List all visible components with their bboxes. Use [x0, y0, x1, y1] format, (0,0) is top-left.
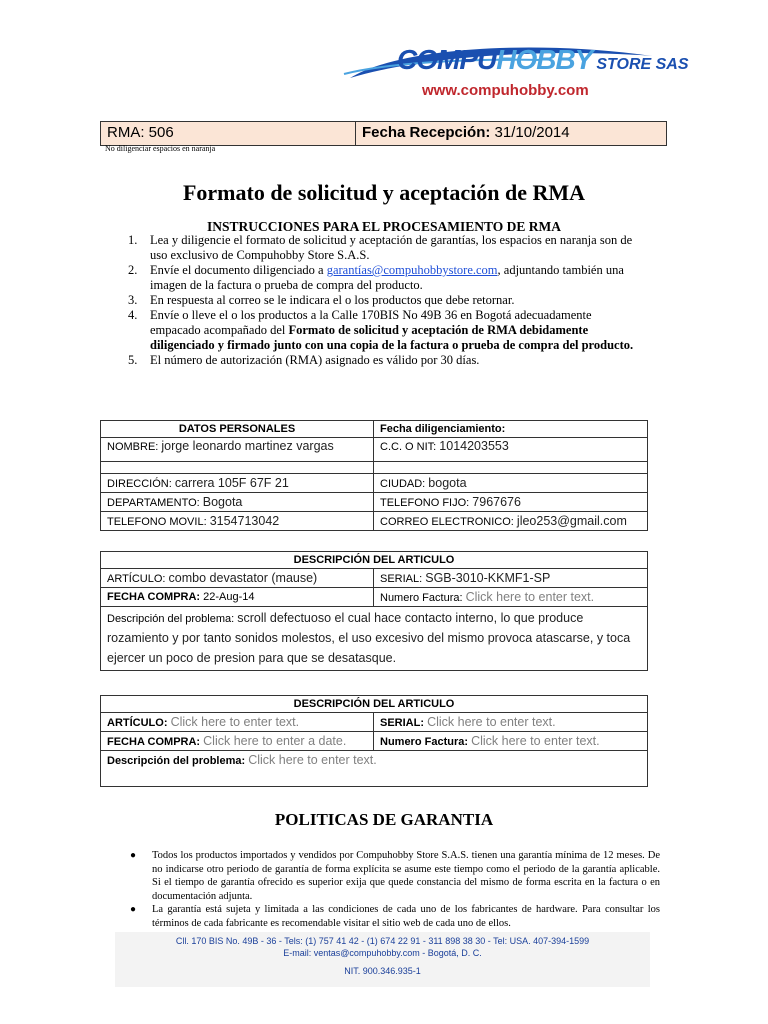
policy-text: Todos los productos importados y vendidos por Compuhobby Store S.A.S. tienen una garantía mínima de 12 meses. De no indicarse otro periodo de garantía de forma explícita se asume este tiempo como el periodo de la garantía aplicable. Si el tiempo de garantía ofrecido es superior exija que quede constancia del mismo de forma escrita en la factura o en documentación adjunta. [152, 850, 660, 902]
policy-item: ● Todos los productos importados y vendidos por Compuhobby Store S.A.S. tienen una garantía mínima de 12 meses. De no indicarse otro periodo de garantía de forma explícita se asume este tiempo como el periodo de la garantía aplicable. Si el tiempo de garantía ofrecido es superior exija que quede constancia del mismo de forma escrita en la factura o en documentación adjunta. [130, 850, 660, 902]
purchase-date-cell [101, 732, 374, 751]
id-cell [374, 438, 648, 462]
id-label: C.C. O NIT: [380, 441, 437, 453]
article-table-2 [100, 695, 648, 787]
purchase-date-field[interactable]: Click here to enter a date. [203, 734, 347, 748]
invoice-cell [374, 732, 648, 751]
department-label: DEPARTAMENTO: [107, 497, 200, 509]
city-cell [374, 474, 648, 493]
purchase-date-cell [101, 588, 374, 607]
instruction-text-pre: Envíe el documento diligenciado a [150, 263, 327, 277]
company-logo [342, 38, 689, 104]
serial-field[interactable]: Click here to enter text. [427, 715, 556, 729]
landline-field[interactable]: 7967676 [472, 495, 521, 509]
instruction-item: 5. El número de autorización (RMA) asignado es válido por 30 días. [128, 353, 480, 367]
invoice-field[interactable]: Click here to enter text. [465, 590, 595, 604]
policy-item: ● La garantía está sujeta y limitada a las condiciones de cada uno de los fabricantes de hardware. Para consultar los términos de cada fabricante es recomendable visitar el sitio web de cada uno de ellos. [130, 904, 660, 929]
name-field[interactable]: jorge leonardo martinez vargas [161, 439, 334, 453]
article-cell [101, 569, 374, 588]
article-field[interactable]: combo devastator (mause) [168, 571, 318, 585]
warranty-policies-heading: POLITICAS DE GARANTIA [274, 810, 494, 829]
address-cell [101, 474, 374, 493]
mobile-label: TELEFONO MOVIL: [107, 516, 207, 528]
instructions-heading: INSTRUCCIONES PARA EL PROCESAMIENTO DE RMA [207, 219, 561, 234]
email-cell [374, 512, 648, 531]
instruction-text-post: , adjuntando también una imagen de la factura o prueba de compra del producto. [150, 263, 624, 292]
rma-header-box [100, 121, 667, 146]
reception-date-label: Fecha Recepción: [362, 124, 491, 141]
rma-number-cell [101, 122, 356, 145]
spacer-cell [101, 462, 374, 474]
instruction-item: 4. Envíe o lleve el o los productos a la Calle 170BIS No 49B 36 en Bogotá adecuadamente empacado acompañado del Formato de solicitud y aceptación de RMA debidamente diligenciado y firmado junto con una copia de la factura o prueba de compra del producto. [128, 308, 634, 352]
logo-brand-part2: HOBBY [496, 44, 593, 75]
article-header: DESCRIPCIÓN DEL ARTICULO [101, 696, 648, 713]
footer-nit: NIT. 900.346.935-1 [344, 966, 421, 976]
instruction-text: Lea y diligencie el formato de solicitud y aceptación de garantías, los espacios en naranja son de uso exclusivo de Compuhobby Store S.A.S. [150, 233, 633, 262]
footer-email: E-mail: ventas@compuhobby.com - Bogotá, D. C. [283, 948, 482, 958]
instruction-item: 2. Envíe el documento diligenciado a garantías@compuhobbystore.com, adjuntando también una imagen de la factura o prueba de compra del producto. [128, 263, 624, 292]
article-field[interactable]: Click here to enter text. [170, 715, 300, 729]
instruction-text-bold: Formato de solicitud y aceptación de RMA debidamente diligenciado y firmado junto con una copia de la factura o prueba de compra del producto. [150, 323, 634, 352]
article-table-1 [100, 551, 648, 671]
invoice-cell [374, 588, 648, 607]
purchase-date-label: FECHA COMPRA: [107, 591, 201, 603]
invoice-field[interactable]: Click here to enter text. [471, 734, 600, 748]
purchase-date-field[interactable]: 22-Aug-14 [203, 591, 255, 603]
warranty-email-link[interactable]: garantías@compuhobbystore.com [326, 263, 498, 277]
article-label: ARTÍCULO: [107, 717, 168, 729]
logo-url: www.compuhobby.com [422, 82, 589, 99]
serial-cell [374, 569, 648, 588]
policy-text: La garantía está sujeta y limitada a las condiciones de cada uno de los fabricantes de hardware. Para consultar los términos de cada fabricante es recomendable visitar el sitio web de cada uno de ellos. [152, 904, 660, 929]
landline-label: TELEFONO FIJO: [380, 497, 470, 509]
serial-label: SERIAL: [380, 717, 424, 729]
rma-label: RMA: [107, 124, 145, 141]
warranty-policies-list [130, 849, 660, 930]
rma-value: 506 [148, 124, 174, 141]
serial-cell [374, 713, 648, 732]
name-label: NOMBRE: [107, 441, 159, 453]
mobile-field[interactable]: 3154713042 [209, 514, 280, 528]
instruction-text-pre: Envíe o lleve el o los productos a la Calle 170BIS No 49B 36 en Bogotá adecuadamente empacado acompañado del [150, 308, 592, 337]
problem-field[interactable]: Click here to enter text. [248, 753, 377, 767]
footer-address: Cll. 170 BIS No. 49B - 36 - Tels: (1) 757 41 42 - (1) 674 22 91 - 311 898 38 30 - Tel: USA. 407-394-1599 [175, 936, 590, 946]
invoice-label: Numero Factura: [380, 736, 469, 748]
email-field[interactable]: jleo253@gmail.com [516, 514, 627, 528]
page-title: Formato de solicitud y aceptación de RMA [182, 180, 586, 205]
reception-date-cell [356, 122, 666, 145]
address-field[interactable]: carrera 105F 67F 21 [174, 476, 289, 490]
instruction-text: El número de autorización (RMA) asignado es válido por 30 días. [150, 353, 480, 367]
invoice-label: Numero Factura: [380, 592, 463, 604]
department-cell [101, 493, 374, 512]
city-field[interactable]: bogota [428, 476, 467, 490]
logo-brand-part1: COMPU [397, 44, 497, 75]
problem-cell [101, 751, 648, 787]
logo-wordmark [397, 44, 689, 76]
landline-cell [374, 493, 648, 512]
problem-field[interactable]: scroll defectuoso el cual hace contacto interno, lo que produce rozamiento y por tanto sonidos molestos, el uso excesivo del mismo provoca atascarse, y toca ejercer un poco de presion para que se desatasque. [107, 611, 631, 665]
instruction-text: En respuesta al correo se le indicara el o los productos que debe retornar. [150, 293, 515, 307]
instructions-list [128, 233, 640, 368]
fill-date-header: Fecha diligenciamiento: [374, 421, 648, 438]
logo-brand-part3: STORE SAS [596, 56, 689, 73]
personal-data-table [100, 420, 648, 531]
article-label: ARTÍCULO: [107, 573, 166, 585]
mobile-cell [101, 512, 374, 531]
problem-cell [101, 607, 648, 671]
orange-fields-note: No diligenciar espacios en naranja [105, 144, 216, 153]
city-label: CIUDAD: [380, 478, 426, 490]
address-label: DIRECCIÓN: [107, 478, 172, 490]
problem-label: Descripción del problema: [107, 755, 246, 767]
name-cell [101, 438, 374, 462]
personal-data-header: DATOS PERSONALES [101, 421, 374, 438]
spacer-cell [374, 462, 648, 474]
id-field[interactable]: 1014203553 [439, 439, 509, 453]
department-field[interactable]: Bogota [202, 495, 243, 509]
purchase-date-label: FECHA COMPRA: [107, 736, 201, 748]
article-cell [101, 713, 374, 732]
problem-label: Descripción del problema: [107, 613, 235, 625]
serial-field[interactable]: SGB-3010-KKMF1-SP [425, 571, 551, 585]
instruction-item: 1. Lea y diligencie el formato de solicitud y aceptación de garantías, los espacios en naranja son de uso exclusivo de Compuhobby Store S.A.S. [128, 233, 633, 262]
article-header: DESCRIPCIÓN DEL ARTICULO [101, 552, 648, 569]
email-label: CORREO ELECTRONICO: [380, 516, 514, 528]
reception-date-value: 31/10/2014 [494, 124, 570, 141]
instruction-item: 3. En respuesta al correo se le indicara el o los productos que debe retornar. [128, 293, 515, 307]
serial-label: SERIAL: [380, 573, 423, 585]
